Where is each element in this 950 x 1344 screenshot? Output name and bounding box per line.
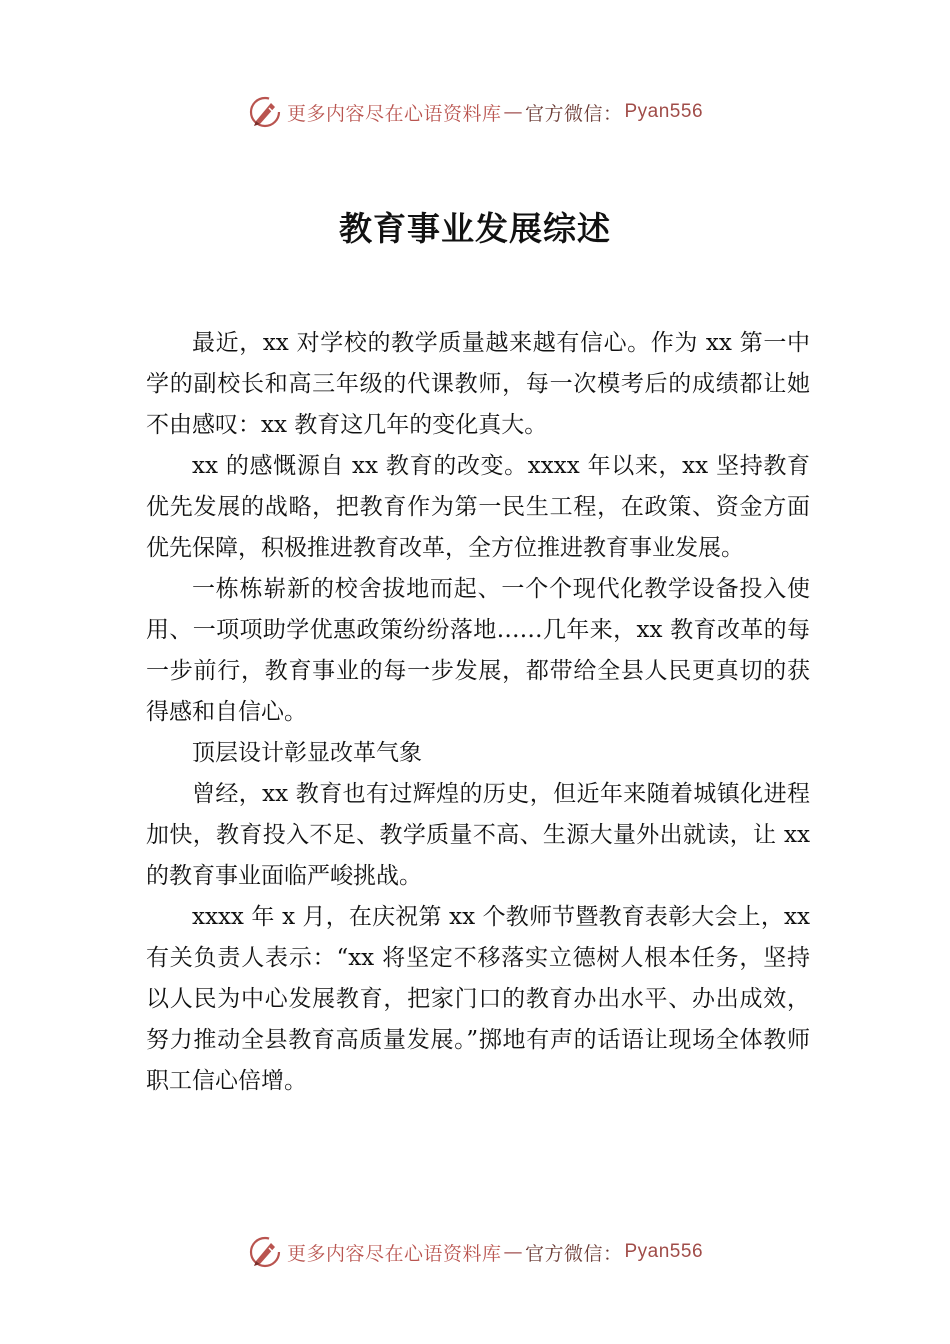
paragraph: 一栋栋崭新的校舍拔地而起、一个个现代化教学设备投入使用、一项项助学优惠政策纷纷落地……几年来，xx 教育改革的每一步前行，教育事业的每一步发展，都带给全县人民更真切的获得感和自信心。: [146, 576, 810, 725]
banner-wechat-id: Pyan556: [624, 101, 704, 122]
banner-text: 更多内容尽在心语资料库: [286, 102, 502, 125]
banner-wechat-id: Pyan556: [624, 1241, 704, 1262]
banner-wechat-label: 官方微信：: [524, 102, 623, 125]
pen-logo-icon: [247, 94, 283, 130]
document-title: 教育事业发展综述: [339, 209, 611, 248]
paragraph: 曾经，xx 教育也有过辉煌的历史，但近年来随着城镇化进程加快，教育投入不足、教学质量不高、生源大量外出就读，让 xx 的教育事业面临严峻挑战。: [146, 781, 810, 889]
pen-logo-icon: [247, 1234, 283, 1270]
section-heading: 顶层设计彰显改革气象: [192, 740, 422, 766]
paragraph: 最近，xx 对学校的教学质量越来越有信心。作为 xx 第一中学的副校长和高三年级的代课教师，每一次模考后的成绩都让她不由感叹：xx 教育这几年的变化真大。: [146, 330, 810, 438]
header-banner: [0, 94, 950, 130]
banner-wechat-label: 官方微信：: [524, 1242, 623, 1265]
footer-banner: [0, 1234, 950, 1270]
paragraph: xx 的感慨源自 xx 教育的改变。xxxx 年以来，xx 坚持教育优先发展的战略，把教育作为第一民生工程，在政策、资金方面优先保障，积极推进教育改革，全方位推进教育事业发展。: [146, 453, 810, 561]
banner-dash: —: [503, 101, 523, 123]
banner-text: 更多内容尽在心语资料库: [286, 1242, 502, 1265]
document-body: [146, 323, 810, 1102]
banner-dash: —: [503, 1241, 523, 1263]
paragraph: xxxx 年 x 月，在庆祝第 xx 个教师节暨教育表彰大会上，xx 有关负责人表示：“xx 将坚定不移落实立德树人根本任务，坚持以人民为中心发展教育，把家门口的教育办出水平、办出成效，努力推动全县教育高质量发展。”掷地有声的话语让现场全体教师职工信心倍增。: [146, 904, 810, 1094]
